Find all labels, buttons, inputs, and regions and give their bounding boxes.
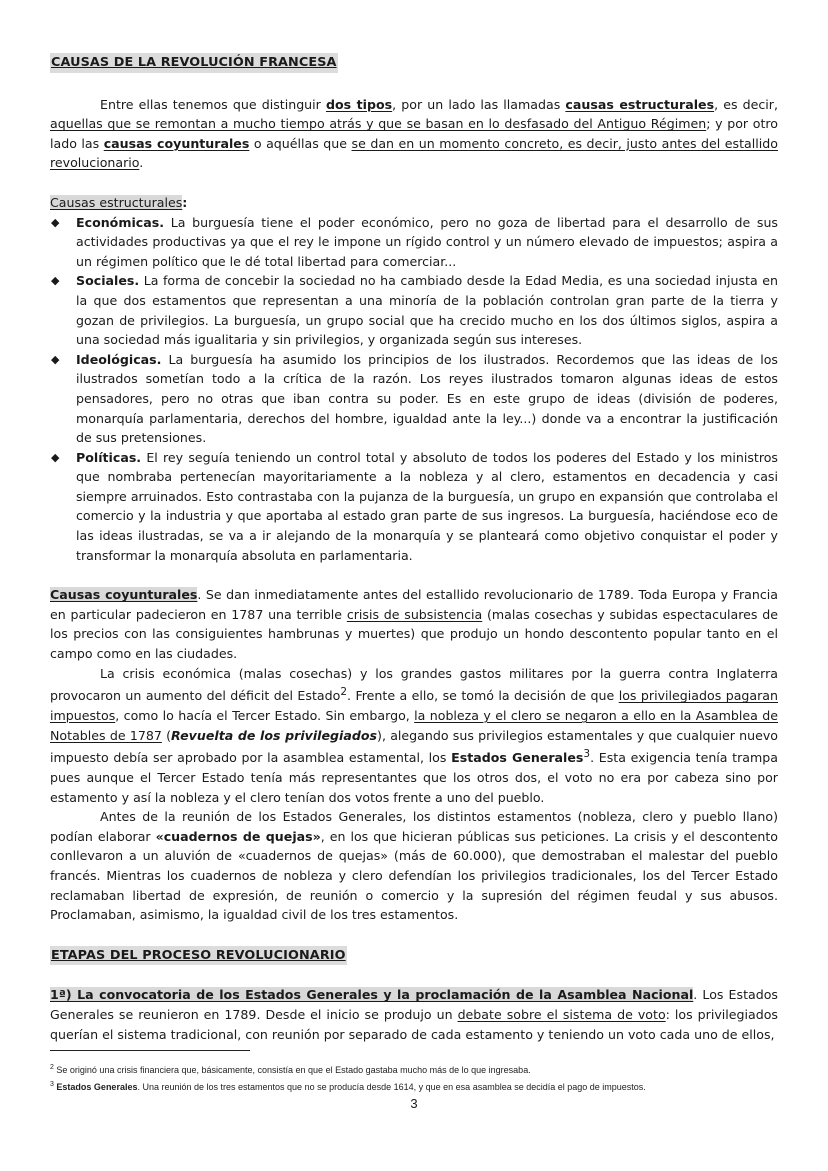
list-item-politicas	[50, 448, 778, 566]
underlined-definition: se dan en un momento concreto, es decir, justo antes del estallido revolucionario	[50, 135, 778, 171]
item-text: El rey seguía teniendo un control total y absoluto de todos los poderes del Estado y los ministros que nombraba pertenecían mayoritariamente a la nobleza y al clero, estamentos en decadencia y casi siempre arruinados. Esto contrastaba con la pujanza de la burguesía, un grupo en expansión que controlaba el comercio y la industria y que aportaba al estado gran parte de sus ingresos. La burguesía, haciéndose eco de las ideas ilustradas, se va a ir alejando de la monarquía y se planteará como objetivo conquistar el poder y transformar la monarquía absoluta en parlamentaria.	[76, 449, 778, 563]
text: ; y por otro lado las	[50, 116, 778, 151]
item-label: Políticas.	[76, 449, 142, 465]
emphasis-causas-coyunturales: causas coyunturales	[103, 135, 250, 151]
diamond-bullet-icon: ◆	[51, 215, 60, 229]
text: . Se dan inmediatamente antes del estallido revolucionario de 1789. Toda Europa y Francia en particular padecieron en 1787 una terrible	[50, 587, 778, 622]
footnote-2	[50, 1062, 531, 1076]
stage-1-heading: 1ª) La convocatoria de los Estados Generales y la proclamación de la Asamblea Nacional	[50, 987, 694, 1003]
text: , como lo hacía el Tercer Estado. Sin embargo,	[115, 708, 415, 723]
item-text: La forma de concebir la sociedad no ha cambiado desde la Edad Media, es una sociedad injusta en la que dos estamentos que representan a una minoría de la población controlan gran parte de la tierra y gozan de privilegios. La burguesía, un grupo social que ha crecido mucho en los dos últimos siglos, aspira a una sociedad más igualitaria y sin privilegios, y organizada según sus intereses.	[76, 273, 778, 348]
footnote-ref[interactable]: 2	[340, 686, 347, 699]
structural-causes-list	[50, 213, 778, 566]
section-title-stages	[50, 945, 778, 966]
underlined-term: debate sobre el sistema de voto	[457, 1006, 666, 1022]
item-text: La burguesía tiene el poder económico, pero no goza de libertad para el desarrollo de sus actividades productivas ya que el rey le impone un rígido control y un número elevado de impuestos; aspira a un régimen político que le dé total libertad para comerciar...	[76, 214, 778, 269]
text: Antes de la reunión de los Estados Generales, los distintos estamentos (nobleza, clero y pueblo llano) podían elaborar	[50, 809, 778, 844]
causes-title: CAUSAS DE LA REVOLUCIÓN FRANCESA	[50, 53, 338, 73]
structural-heading: Causas estructurales	[50, 194, 183, 210]
conjunctural-paragraph-1	[50, 585, 778, 663]
footnote-3	[50, 1079, 646, 1093]
diamond-bullet-icon: ◆	[51, 274, 60, 288]
structural-heading-line	[50, 193, 778, 213]
text: La crisis económica (malas cosechas) y los grandes gastos militares por la guerra contra Inglaterra provocaron un aumento del déficit del Estado	[50, 665, 778, 704]
text: (malas cosechas y subidas espectaculares de los precios con las consiguientes hambrunas y muertes) que produjo un hondo descontento popular tanto en el campo como en las ciudades.	[50, 606, 778, 662]
list-item-sociales	[50, 271, 778, 349]
emphasis-causas-estructurales: causas estructurales	[565, 96, 715, 112]
underlined-term: la nobleza y el clero se negaron a ello en la Asamblea de Notables de 1787	[50, 708, 778, 743]
text: . Frente a ello, se tomó la decisión de que	[347, 688, 619, 704]
text: , es decir,	[714, 96, 778, 112]
footnote-number: 2	[50, 1064, 54, 1071]
intro-paragraph	[50, 95, 778, 173]
diamond-bullet-icon: ◆	[51, 450, 60, 464]
text: , por un lado las llamadas	[392, 96, 566, 112]
footnote-text: Se originó una crisis financiera que, básicamente, consistía en que el Estado gastaba mucho más de lo que ingresaba.	[53, 1065, 531, 1075]
emphasis-dos-tipos: dos tipos	[325, 96, 393, 112]
text: . Esta exigencia tenía trampa pues aunque el Tercer Estado tenía más representantes que los otros dos, el voto no era por cabeza sino por estamento y así la nobleza y el clero tenían dos votos frente a uno del pueblo.	[50, 750, 778, 805]
item-label: Económicas.	[76, 214, 165, 230]
footnote-text: . Una reunión de los tres estamentos que no se producía desde 1614, y que en esa asamblea se decidía el pago de impuestos.	[137, 1082, 646, 1092]
footnote-term: Estados Generales	[56, 1082, 138, 1092]
diamond-bullet-icon: ◆	[51, 352, 60, 366]
item-label: Sociales.	[76, 273, 140, 289]
emphasis-revuelta: Revuelta de los privilegiados	[171, 727, 378, 743]
section-title-causes	[50, 52, 778, 73]
emphasis-cuadernos: «cuadernos de quejas»	[155, 828, 321, 844]
text: , en los que hicieran públicas sus peticiones. La crisis y el descontento conllevaron a un aluvión de «cuadernos de quejas» (más de 60.000), que demostraban el malestar del pueblo francés. Mientras los cuadernos de nobleza y clero defendían los privilegios tradicionales, los del Tercer Estado reclamaban libertad de expresión, de reunión o comercio y la supresión del régimen feudal y sus abusos. Proclamaban, asimismo, la igualdad civil de los tres estamentos.	[50, 828, 778, 923]
emphasis-estados-generales: Estados Generales	[451, 750, 584, 766]
text: . Los Estados Generales se reunieron en 1789. Desde el inicio se produjo un	[50, 987, 778, 1022]
text: Entre ellas tenemos que distinguir	[100, 96, 326, 112]
list-item-ideologicas	[50, 350, 778, 448]
document-page	[50, 52, 778, 1044]
underlined-term: los privilegiados pagaran impuestos	[50, 688, 778, 723]
text: ), alegando sus privilegios estamentales y que cualquier nuevo impuesto debía ser aprobado por la asamblea estamental, los	[50, 727, 778, 766]
item-label: Ideológicas.	[76, 351, 162, 367]
underlined-term: crisis de subsistencia	[346, 606, 483, 622]
text: (	[161, 727, 172, 743]
text: :	[182, 194, 188, 210]
conjunctural-heading: Causas coyunturales	[50, 587, 198, 603]
underlined-definition: aquellas que se remontan a mucho tiempo atrás y que se basan en lo desfasado del Antiguo Régimen	[50, 116, 707, 132]
footnote-ref[interactable]: 3	[583, 748, 591, 761]
footnote-divider	[50, 1050, 250, 1051]
conjunctural-paragraph-2	[50, 664, 778, 808]
conjunctural-paragraph-3	[50, 807, 778, 925]
stage-1-paragraph	[50, 985, 778, 1044]
item-text: La burguesía ha asumido los principios de los ilustrados. Recordemos que las ideas de los ilustrados sometían todo a la crítica de la razón. Los reyes ilustrados tomaron algunas ideas de estos pensadores, pero no otras que iban contra su poder. Es en este grupo de ideas (división de poderes, monarquía parlamentaria, derechos del hombre, igualdad ante la ley...) donde va a encontrar la justificación de sus pretensiones.	[76, 351, 778, 446]
text: o aquéllas que	[249, 135, 352, 151]
page-number: 3	[410, 1096, 418, 1111]
text: .	[139, 155, 144, 171]
stages-title: ETAPAS DEL PROCESO REVOLUCIONARIO	[50, 946, 347, 966]
list-item-economicas	[50, 213, 778, 272]
text: : los privilegiados querían el sistema tradicional, con reunión por separado de cada estamento y teniendo un voto cada uno de ellos,	[50, 1006, 778, 1042]
footnote-number: 3	[50, 1081, 54, 1088]
